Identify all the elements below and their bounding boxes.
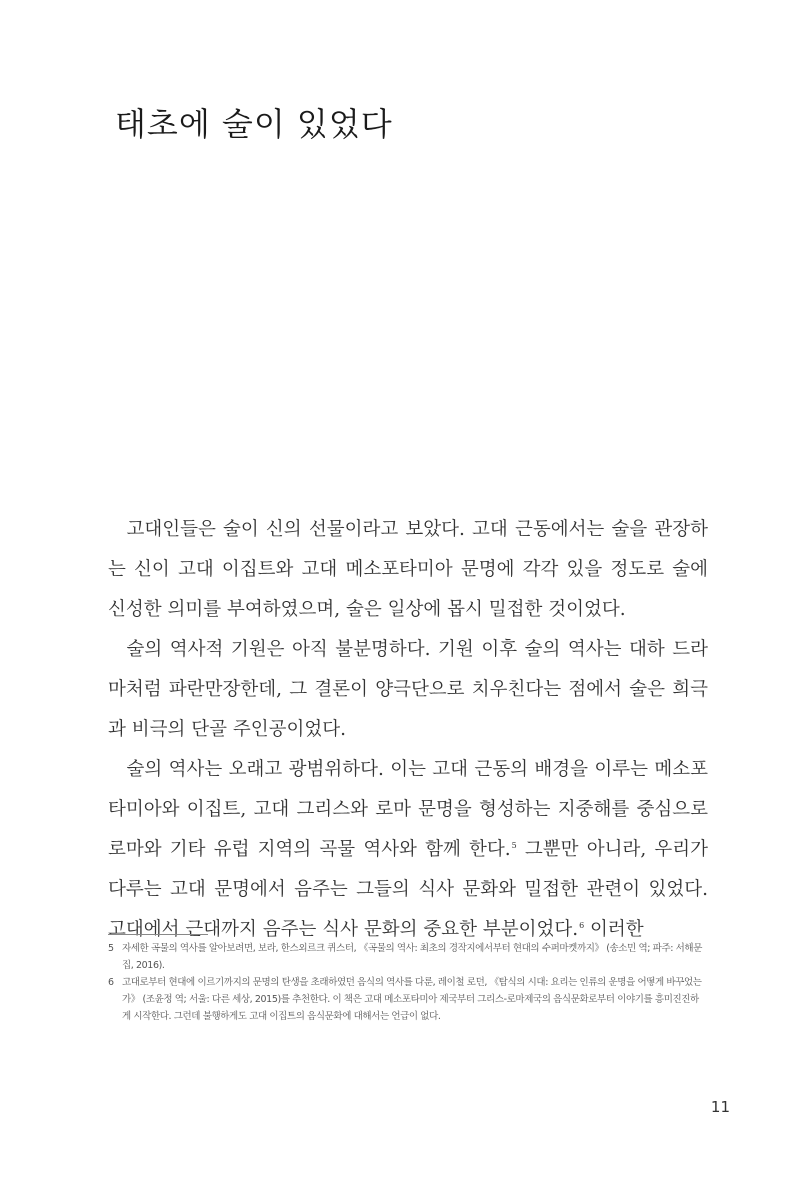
paragraph-text: 술의 역사적 기원은 아직 불분명하다. 기원 이후 술의 역사는 대하 드라마처럼 파란만장한데, 그 결론이 양극단으로 치우친다는 점에서 술은 희극과 비극의 단골 주인공이었다. [108,639,708,740]
footnote-5 [108,940,702,974]
paragraph-1 [108,510,708,630]
body-text [108,510,708,950]
chapter-title: 태초에 술이 있었다 [115,105,393,143]
paragraph-text: 고대인들은 술이 신의 선물이라고 보았다. 고대 근동에서는 술을 관장하는 신이 고대 이집트와 고대 메소포타미아 문명에 각각 있을 정도로 술에 신성한 의미를 부여하였으며, 술은 일상에 몹시 밀접한 것이었다. [108,519,708,620]
footnotes [108,940,702,1025]
footnote-6 [108,974,702,1025]
footnote-divider [108,934,208,935]
footnote-ref-5: 5 [511,840,517,850]
paragraph-text: 술의 역사는 오래고 광범위하다. 이는 고대 근동의 배경을 이루는 메소포타미아와 이집트, 고대 그리스와 로마 문명을 형성하는 지중해를 중심으로 로마와 기타 유럽 지역의 곡물 역사와 함께 한다. [108,759,708,860]
footnote-number: 6 [108,977,114,988]
footnote-text: 자세한 곡물의 역사를 알아보려면, 보라, 한스외르크 퀴스터, 《곡물의 역사: 최초의 경작지에서부터 현대의 수퍼마켓까지》 (송소민 역; 파주: 서해문집, 2016). [122,943,702,971]
paragraph-text: 그뿐만 아니라, 우리가 다루는 고대 문명에서 음주는 그들의 식사 문화와 밀접한 관련이 있었다. 고대에서 근대까지 음주는 식사 문화의 중요한 부분이었다. [108,839,708,940]
page-number: 11 [710,1098,730,1116]
paragraph-2 [108,630,708,750]
paragraph-3 [108,750,708,950]
footnote-ref-6: 6 [579,920,585,930]
footnote-text: 고대로부터 현대에 이르기까지의 문명의 탄생을 초래하였던 음식의 역사를 다룬, 레이철 로던, 《탐식의 시대: 요리는 인류의 운명을 어떻게 바꾸었는가》 (조윤정 역; 서울: 다른 세상, 2015)를 추천한다. 이 책은 고대 메소포타미아 제국부터 그리스-로마제국의 음식문화로부터 이야기를 흥미진진하게 시작한다. 그런데 불행하게도 고대 이집트의 음식문화에 대해서는 언급이 없다. [122,977,702,1022]
paragraph-text: 이러한 [584,919,644,940]
footnote-number: 5 [108,943,114,954]
